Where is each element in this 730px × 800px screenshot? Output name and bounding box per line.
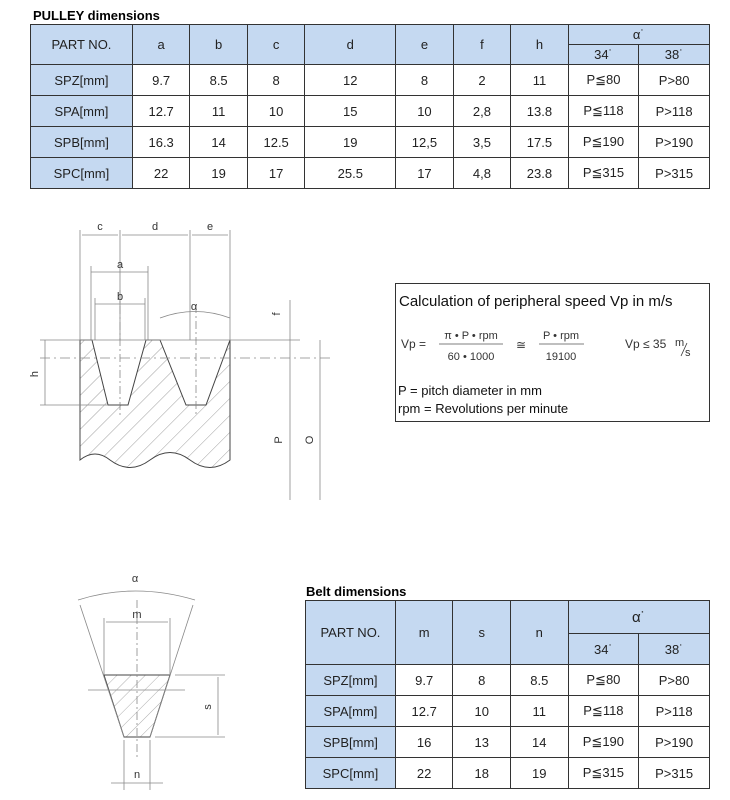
pulley-table-title: PULLEY dimensions [33,8,160,23]
table-cell: 10 [453,696,511,727]
belt-header-s: s [453,601,511,665]
table-cell: 17 [247,158,305,189]
row-part-no: SPA[mm] [306,696,396,727]
belt-header-alpha-38: 38˙ [639,634,710,665]
table-cell: P>190 [639,727,710,758]
calc-denominator-1: 60 • 1000 [447,351,495,363]
belt-header-alpha: α˙ [568,601,709,634]
row-part-no: SPZ[mm] [31,65,133,96]
calc-approx-sign: ≅ [515,338,527,352]
table-cell: 12,5 [396,127,454,158]
calculation-formula [396,284,709,421]
table-cell: 15 [305,96,396,127]
header-alpha: α˙ [568,25,709,45]
row-part-no: SPB[mm] [31,127,133,158]
label-s: s [202,704,214,710]
table-cell: P>315 [639,158,710,189]
header-f: f [453,25,511,65]
header-d: d [305,25,396,65]
table-cell: 13.8 [511,96,569,127]
label-d: d [151,221,159,233]
table-row [306,696,710,727]
row-part-no: SPA[mm] [31,96,133,127]
peripheral-speed-calculation-box [395,283,710,422]
table-cell: 19 [305,127,396,158]
table-cell: 11 [511,65,569,96]
label-belt-alpha: α [131,573,139,585]
belt-dimensions-table [305,600,710,789]
row-part-no: SPC[mm] [31,158,133,189]
header-e: e [396,25,454,65]
table-cell: 9.7 [395,665,453,696]
table-cell: 8.5 [511,665,569,696]
table-cell: 8 [396,65,454,96]
table-cell: P≦118 [568,96,639,127]
table-cell: 8.5 [190,65,248,96]
calc-limit-m: m [675,337,685,349]
table-cell: 8 [247,65,305,96]
header-alpha-34: 34˙ [568,45,639,65]
calc-limit: Vp ≤ 35 [625,337,667,351]
table-row [306,665,710,696]
table-cell: P≦315 [568,758,639,789]
belt-header-m: m [395,601,453,665]
label-a: a [116,259,124,271]
row-part-no: SPZ[mm] [306,665,396,696]
header-alpha-38: 38˙ [639,45,710,65]
table-cell: 19 [511,758,569,789]
header-b: b [190,25,248,65]
table-cell: 16.3 [132,127,190,158]
table-cell: 3,5 [453,127,511,158]
row-part-no: SPB[mm] [306,727,396,758]
calc-numerator-1: π • P • rpm [444,330,498,342]
label-m: m [132,609,142,621]
header-part-no: PART NO. [31,25,133,65]
calc-note-pitch: P = pitch diameter in mm [398,383,542,398]
table-cell: 17.5 [511,127,569,158]
belt-header-n: n [511,601,569,665]
header-c: c [247,25,305,65]
header-h: h [511,25,569,65]
table-cell: 25.5 [305,158,396,189]
table-cell: 11 [511,696,569,727]
belt-header-part-no: PART NO. [306,601,396,665]
label-p: P [273,436,285,444]
table-cell: P≦118 [568,696,639,727]
calc-numerator-2: P • rpm [542,330,580,342]
table-cell: P≦190 [568,727,639,758]
table-cell: P>315 [639,758,710,789]
table-cell: 11 [190,96,248,127]
calc-limit-s: s [685,347,691,359]
label-alpha: α [190,301,198,313]
table-cell: 18 [453,758,511,789]
label-o: O [304,435,316,445]
table-row [306,727,710,758]
table-cell: 14 [190,127,248,158]
table-cell: 13 [453,727,511,758]
table-cell: 8 [453,665,511,696]
table-cell: 17 [396,158,454,189]
table-cell: 10 [396,96,454,127]
table-cell: 22 [132,158,190,189]
label-h: h [29,370,41,378]
table-cell: P≦190 [568,127,639,158]
table-cell: 2,8 [453,96,511,127]
belt-header-alpha-34: 34˙ [568,634,639,665]
table-cell: 12.7 [395,696,453,727]
calc-vp: Vp = [401,337,427,351]
table-cell: 9.7 [132,65,190,96]
table-cell: P≦80 [568,665,639,696]
table-cell: P>118 [639,96,710,127]
table-cell: 22 [395,758,453,789]
table-cell: 23.8 [511,158,569,189]
table-cell: P>80 [639,65,710,96]
table-cell: 12.5 [247,127,305,158]
row-part-no: SPC[mm] [306,758,396,789]
table-cell: 14 [511,727,569,758]
calc-denominator-2: 19100 [545,351,577,363]
table-cell: 2 [453,65,511,96]
calc-note-rpm: rpm = Revolutions per minute [398,401,569,416]
table-cell: P>118 [639,696,710,727]
header-a: a [132,25,190,65]
table-row [306,758,710,789]
label-c: c [97,221,103,233]
label-n: n [133,769,141,781]
table-cell: P>80 [639,665,710,696]
table-cell: 4,8 [453,158,511,189]
table-cell: 16 [395,727,453,758]
belt-table-title: Belt dimensions [306,584,407,599]
calc-title: Calculation of peripheral speed Vp in m/s [399,293,673,310]
table-cell: 12 [305,65,396,96]
label-b: b [116,291,124,303]
table-cell: 19 [190,158,248,189]
belt-cross-section-diagram [0,0,300,800]
table-cell: 10 [247,96,305,127]
label-f: f [271,312,283,316]
table-cell: P≦315 [568,158,639,189]
table-cell: P≦80 [568,65,639,96]
table-cell: P>190 [639,127,710,158]
table-cell: 12.7 [132,96,190,127]
label-e: e [206,221,214,233]
